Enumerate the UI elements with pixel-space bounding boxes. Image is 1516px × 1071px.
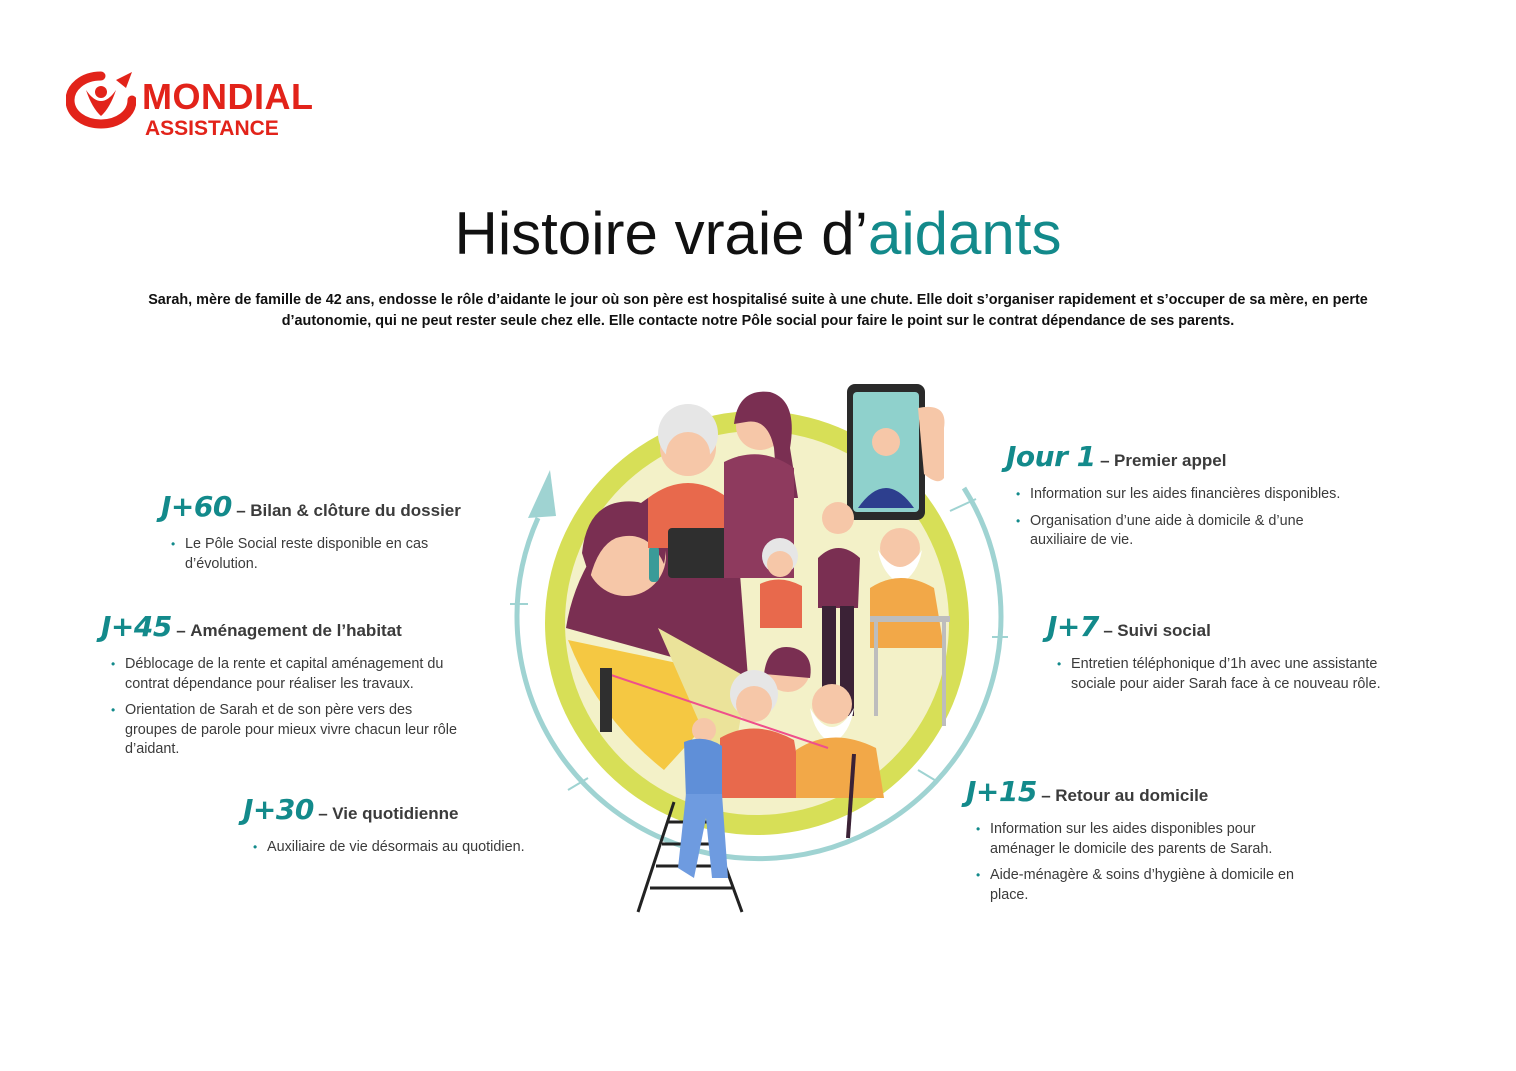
dash: – — [176, 621, 186, 640]
intro-paragraph: Sarah, mère de famille de 42 ans, endosse le rôle d’aidante le jour où son père est hospitalisé suite à une chute. Elle doit s’organiser rapidement et s’occuper de sa mère, en perte d’autonomie, qui ne peut rester seule chez elle. Elle contacte notre Pôle social pour faire le point sur le contrat dépendance de ses parents. — [148, 292, 1368, 329]
brand-name-line1: MONDIAL — [142, 76, 314, 117]
step-label: Retour au domicile — [1055, 786, 1209, 805]
list-item-text: Le Pôle Social reste disponible en cas d’évolution. — [185, 536, 429, 572]
ring-arrow-icon — [528, 470, 556, 518]
step-day: J+30 — [243, 793, 314, 826]
step-items — [101, 655, 481, 760]
list-item — [253, 838, 573, 858]
step-j-7 — [1047, 610, 1407, 701]
step-j-30 — [243, 793, 573, 865]
dash: – — [1103, 621, 1113, 640]
dash: – — [1100, 451, 1110, 470]
step-heading — [101, 610, 481, 649]
step-heading — [161, 490, 501, 529]
list-item — [171, 535, 465, 574]
dash: – — [318, 804, 328, 823]
bullet-icon: • — [171, 537, 176, 551]
step-heading — [1006, 440, 1406, 479]
list-item-text: Déblocage de la rente et capital aménagement du contrat dépendance pour réaliser les travaux. — [125, 656, 444, 692]
step-j-45 — [101, 610, 481, 767]
list-item — [111, 655, 475, 694]
step-heading — [243, 793, 573, 832]
step-heading — [966, 775, 1346, 814]
step-items — [966, 820, 1346, 905]
list-item — [1057, 655, 1389, 694]
step-label: Vie quotidienne — [332, 804, 459, 823]
step-jour-1 — [1006, 440, 1406, 558]
step-day: J+15 — [966, 775, 1037, 808]
step-j-60 — [161, 490, 501, 581]
step-items — [1047, 655, 1407, 694]
list-item-text: Organisation d’une aide à domicile & d’une auxiliaire de vie. — [1030, 512, 1304, 548]
bullet-icon: • — [111, 657, 116, 671]
dash: – — [1041, 786, 1051, 805]
bullet-icon: • — [976, 868, 981, 882]
dash: – — [236, 501, 246, 520]
bullet-icon: • — [1016, 513, 1021, 528]
step-day: Jour 1 — [1006, 440, 1096, 473]
list-item-text: Entretien téléphonique d’1h avec une assistante sociale pour aider Sarah face à ce nouveau rôle. — [1071, 656, 1381, 692]
step-items — [243, 838, 573, 858]
step-heading — [1047, 610, 1407, 649]
bullet-icon: • — [1057, 657, 1062, 671]
page-title — [0, 196, 1516, 272]
bullet-icon: • — [111, 703, 116, 717]
mondial-assistance-emblem-icon — [66, 68, 136, 130]
bullet-icon: • — [976, 822, 981, 836]
step-items — [1006, 485, 1406, 551]
brand-logo — [66, 66, 346, 146]
list-item — [1016, 485, 1406, 505]
list-item-text: Aide-ménagère & soins d’hygiène à domicile en place. — [990, 867, 1294, 903]
bullet-icon: • — [253, 840, 258, 854]
step-day: J+45 — [101, 610, 172, 643]
list-item — [111, 701, 465, 760]
list-item-text: Information sur les aides financières disponibles. — [1030, 486, 1341, 502]
brand-name-line2: ASSISTANCE — [145, 117, 279, 140]
list-item — [1016, 512, 1330, 551]
step-label: Aménagement de l’habitat — [190, 621, 402, 640]
list-item — [976, 820, 1310, 859]
list-item-text: Information sur les aides disponibles pour aménager le domicile des parents de Sarah. — [990, 821, 1273, 857]
list-item-text: Orientation de Sarah et de son père vers des groupes de parole pour mieux vivre chacun leur rôle d’aidant. — [125, 702, 457, 757]
step-day: J+60 — [161, 490, 232, 523]
step-label: Suivi social — [1117, 621, 1211, 640]
step-items — [161, 535, 501, 574]
step-label: Premier appel — [1114, 451, 1227, 470]
list-item-text: Auxiliaire de vie désormais au quotidien. — [267, 839, 525, 855]
list-item — [976, 866, 1330, 905]
step-day: J+7 — [1047, 610, 1099, 643]
title-part1: Histoire vraie d’ — [454, 200, 868, 267]
step-label: Bilan & clôture du dossier — [250, 501, 461, 520]
caregivers-illustration — [498, 378, 1013, 918]
step-j-15 — [966, 775, 1346, 912]
title-accent: aidants — [867, 200, 1062, 267]
bullet-icon: • — [1016, 487, 1021, 501]
